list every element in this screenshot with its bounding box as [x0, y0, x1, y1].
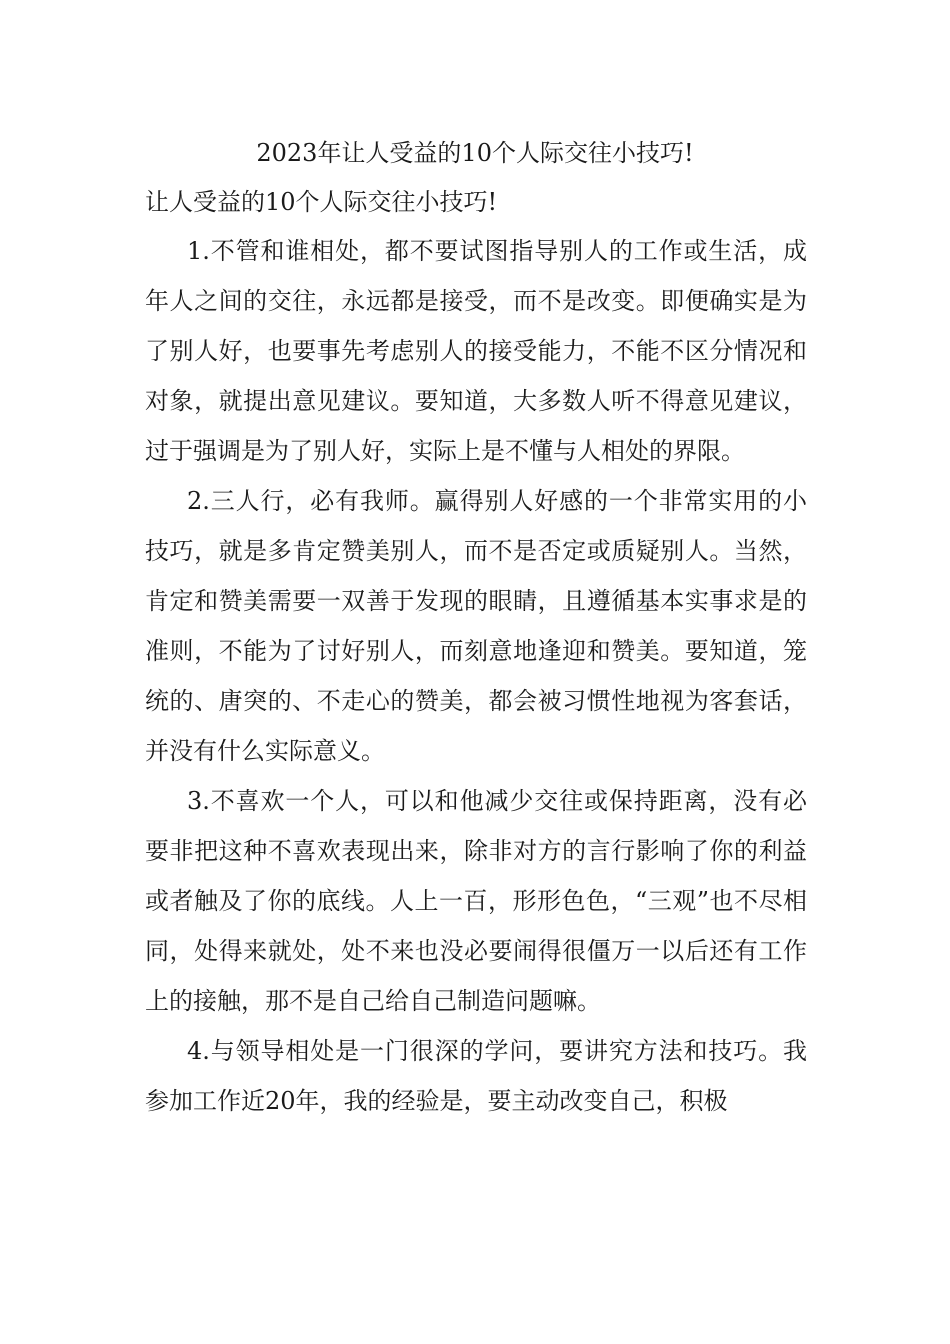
document-body: [145, 226, 807, 1126]
paragraph-tip-3: 3.不喜欢一个人，可以和他减少交往或保持距离，没有必要非把这种不喜欢表现出来，除非对方的言行影响了你的利益或者触及了你的底线。人上一百，形形色色，“三观”也不尽相同，处得来就处，处不来也没必要闹得很僵万一以后还有工作上的接触，那不是自己给自己制造问题嘛。: [145, 787, 807, 1015]
paragraph-tip-2: 2.三人行，必有我师。赢得别人好感的一个非常实用的小技巧，就是多肯定赞美别人，而不是否定或质疑别人。当然，肯定和赞美需要一双善于发现的眼睛，且遵循基本实事求是的准则，不能为了讨好别人，而刻意地逢迎和赞美。要知道，笼统的、唐突的、不走心的赞美，都会被习惯性地视为客套话，并没有什么实际意义。: [145, 487, 807, 765]
document-title: 2023年让人受益的10个人际交往小技巧!: [256, 139, 694, 167]
paragraph-tip-1: 1.不管和谁相处，都不要试图指导别人的工作或生活，成年人之间的交往，永远都是接受，而不是改变。即便确实是为了别人好，也要事先考虑别人的接受能力，不能不区分情况和对象，就提出意见建议。要知道，大多数人听不得意见建议，过于强调是为了别人好，实际上是不懂与人相处的界限。: [145, 237, 807, 465]
document-subtitle: 让人受益的10个人际交往小技巧!: [145, 188, 498, 216]
paragraph-tip-4: 4.与领导相处是一门很深的学问，要讲究方法和技巧。我参加工作近20年，我的经验是，要主动改变自己，积极: [145, 1037, 807, 1115]
